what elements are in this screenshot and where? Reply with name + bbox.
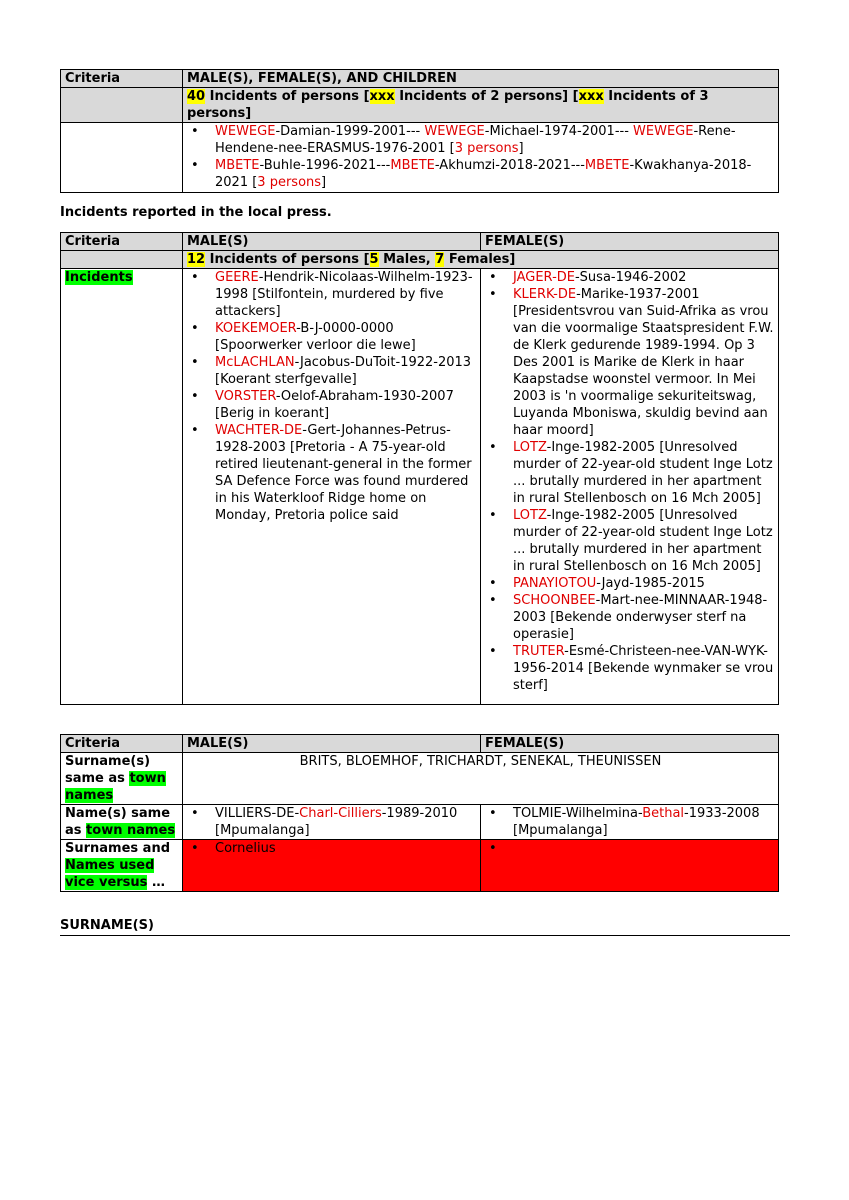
names-town-row <box>61 805 779 840</box>
header-criteria: Criteria <box>61 70 183 88</box>
list-item: • KLERK-DE-Marike-1937-2001 [Presidentsvrou van Suid-Afrika as vrou van die voormalige Staatspresident F.W. de Klerk gedurende 1989-1994. Op 3 Des 2001 is Marike de Klerk in haar Kaapstadse woonstel vermoor. In Mei 2003 is 'n voormalige sekuriteitswag, Luyanda Mboniswa, skuldig bevind aan haar moord] <box>485 286 774 439</box>
incidents-row <box>61 269 779 705</box>
list-item: • PANAYIOTOU-Jayd-1985-2015 <box>485 575 774 592</box>
list-item: • LOTZ-Inge-1982-2005 [Unresolved murder of 22-year-old student Inge Lotz ... brutally murdered in her apartment in rural Stellenbosch on 16 Mch 2005] <box>485 507 774 575</box>
list-item: • Cornelius <box>187 840 476 857</box>
list-item: • GEERE-Hendrik-Nicolaas-Wilhelm-1923-1998 [Stilfontein, murdered by five attackers] <box>187 269 476 320</box>
list-item: • WEWEGE-Damian-1999-2001--- WEWEGE-Michael-1974-2001--- WEWEGE-Rene-Hendene-nee-ERASMUS-1976-2001 [3 persons] <box>187 123 774 157</box>
table-local-press <box>60 232 779 705</box>
items-row <box>61 123 779 193</box>
summary-text: 12 Incidents of persons [5 Males, 7 Females] <box>183 251 779 269</box>
table-header-row <box>61 735 779 753</box>
header-criteria: Criteria <box>61 233 183 251</box>
header-females: FEMALE(S) <box>481 735 779 753</box>
header-females: FEMALE(S) <box>481 233 779 251</box>
section-title-local-press: Incidents reported in the local press. <box>60 205 332 220</box>
header-males: MALE(S) <box>183 735 481 753</box>
header-criteria: Criteria <box>61 735 183 753</box>
surnames-town-value: BRITS, BLOEMHOF, TRICHARDT, SENEKAL, THEUNISSEN <box>183 753 779 805</box>
surnames-town-row <box>61 753 779 805</box>
row-label-incidents: Incidents <box>65 270 133 285</box>
table-children <box>60 69 779 193</box>
list-item: • JAGER-DE-Susa-1946-2002 <box>485 269 774 286</box>
male-list <box>187 269 476 524</box>
list-item: • WACHTER-DE-Gert-Johannes-Petrus-1928-2003 [Pretoria - A 75-year-old retired lieutenant-general in the former SA Defence Force was found murdered in his Waterkloof Ridge home on Monday, Pretoria police said <box>187 422 476 524</box>
female-list <box>485 269 774 694</box>
list-item: • SCHOONBEE-Mart-nee-MINNAAR-1948-2003 [Bekende onderwyser sterf na operasie] <box>485 592 774 643</box>
section-title-surnames: SURNAME(S) <box>60 918 154 933</box>
table-town-names <box>60 734 779 892</box>
list-item: • LOTZ-Inge-1982-2005 [Unresolved murder of 22-year-old student Inge Lotz ... brutally murdered in her apartment in rural Stellenbosch on 16 Mch 2005] <box>485 439 774 507</box>
table-header-row <box>61 70 779 88</box>
section-divider <box>60 935 790 936</box>
row-label-vice-versa: Surnames and Names used vice versus … <box>61 840 183 892</box>
table-header-row <box>61 233 779 251</box>
header-males: MALE(S) <box>183 233 481 251</box>
vice-versa-row <box>61 840 779 892</box>
summary-text: 40 Incidents of persons [xxx Incidents of 2 persons] [xxx Incidents of 3 persons] <box>183 88 779 123</box>
list-item: • TOLMIE-Wilhelmina-Bethal-1933-2008 [Mpumalanga] <box>485 805 774 839</box>
summary-row <box>61 88 779 123</box>
list-item: • VORSTER-Oelof-Abraham-1930-2007 [Berig in koerant] <box>187 388 476 422</box>
list-item: • VILLIERS-DE-Charl-Cilliers-1989-2010 [Mpumalanga] <box>187 805 476 839</box>
list-item: • TRUTER-Esmé-Christeen-nee-VAN-WYK-1956-2014 [Bekende wynmaker se vrou sterf] <box>485 643 774 694</box>
row-label-names-town: Name(s) same as town names <box>61 805 183 840</box>
row-label-surnames-town: Surname(s) same as town names <box>61 753 183 805</box>
list-item: • McLACHLAN-Jacobus-DuToit-1922-2013 [Koerant sterfgevalle] <box>187 354 476 388</box>
list-item: • KOEKEMOER-B-J-0000-0000 [Spoorwerker verloor die lewe] <box>187 320 476 354</box>
list-item: • MBETE-Buhle-1996-2021---MBETE-Akhumzi-2018-2021---MBETE-Kwakhanya-2018-2021 [3 persons] <box>187 157 774 191</box>
summary-row <box>61 251 779 269</box>
header-all: MALE(S), FEMALE(S), AND CHILDREN <box>183 70 779 88</box>
